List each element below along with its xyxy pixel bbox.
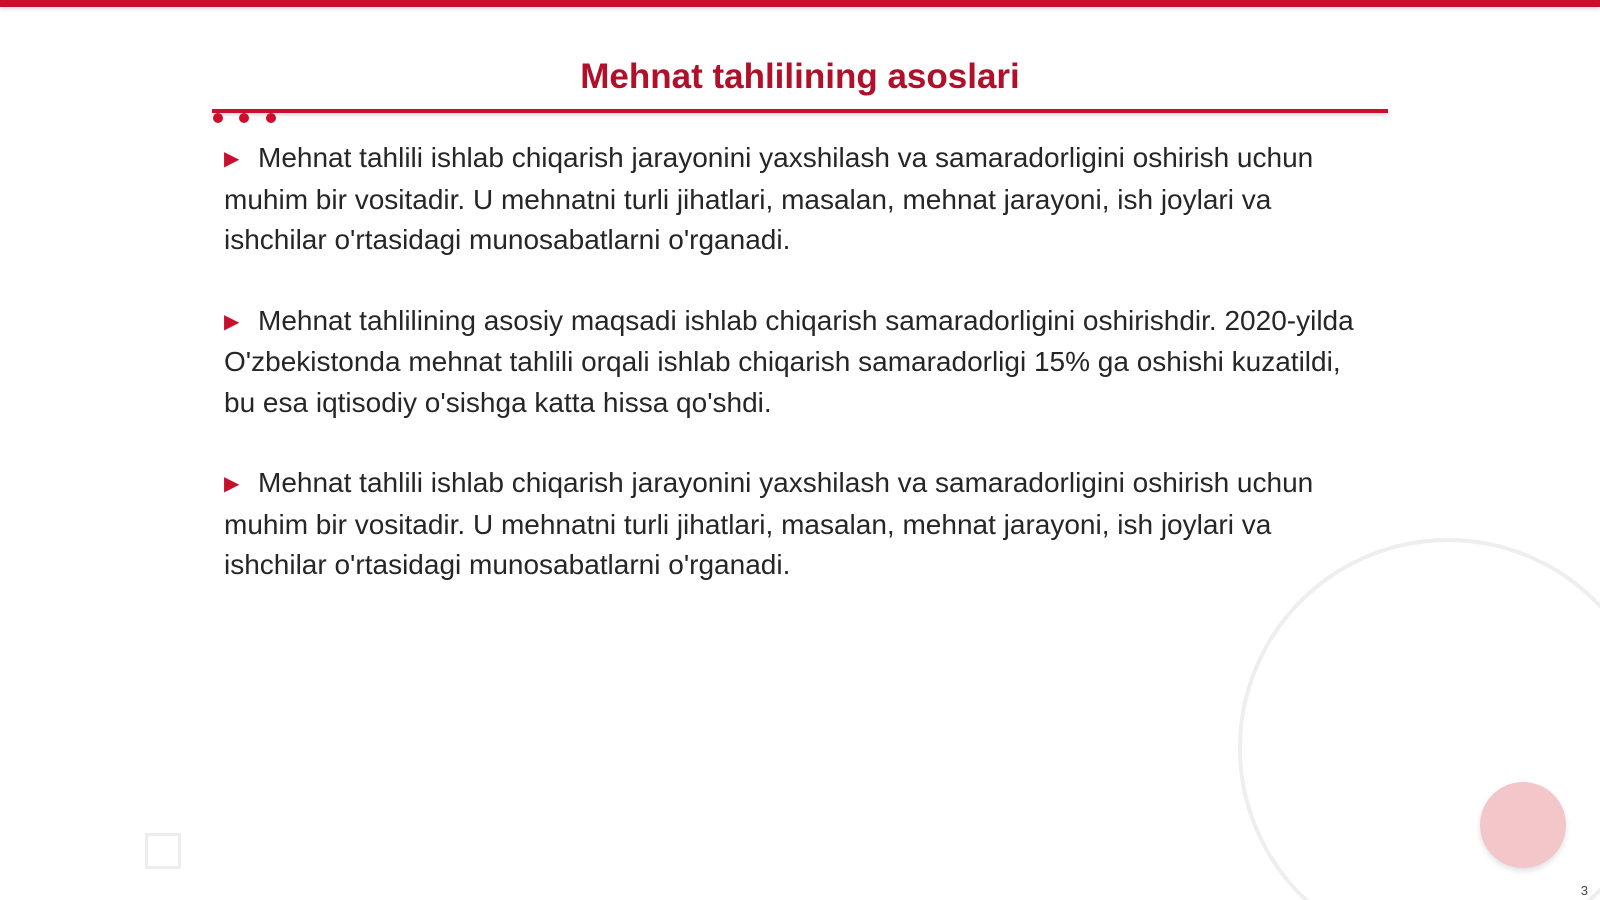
slide-title: Mehnat tahlilining asoslari <box>580 57 1020 96</box>
triangle-bullet-icon: ▶ <box>224 310 240 333</box>
title-underline <box>212 109 1388 113</box>
decor-dot <box>213 113 223 123</box>
bullet-text: Mehnat tahlilining asosiy maqsadi ishlab chiqarish samaradorligini oshirishdir. 2020-yilda O'zbekistonda mehnat tahlili orqali ishlab chiqarish samaradorligi 15% ga oshishi kuzatildi, bu esa iqtisodiy o'sishga katta hissa qo'shdi. <box>224 304 1354 418</box>
triangle-bullet-icon: ▶ <box>224 148 240 170</box>
triangle-bullet-icon: ▶ <box>224 473 240 495</box>
decor-dot <box>239 113 249 123</box>
decor-dot <box>266 113 276 123</box>
top-accent-bar <box>0 0 1600 7</box>
bullet-text: Mehnat tahlili ishlab chiqarish jarayonini yaxshilash va samaradorligini oshirish uchun muhim bir vositadir. U mehnatni turli jihatlari, masalan, mehnat jarayoni, ish joylari va ishchilar o'rtasidagi munosabatlarni o'rganadi. <box>224 467 1314 580</box>
bullet-text: Mehnat tahlili ishlab chiqarish jarayonini yaxshilash va samaradorligini oshirish uchun muhim bir vositadir. U mehnatni turli jihatlari, masalan, mehnat jarayoni, ish joylari va ishchilar o'rtasidagi munosabatlarni o'rganadi. <box>224 142 1314 255</box>
decor-circle-pink <box>1480 782 1566 868</box>
bullet-list <box>224 138 1364 626</box>
bullet-item <box>224 463 1364 586</box>
decor-square-outline <box>145 833 181 869</box>
bullet-item <box>224 301 1364 424</box>
page-number: 3 <box>1580 883 1588 898</box>
bullet-item <box>224 138 1364 261</box>
